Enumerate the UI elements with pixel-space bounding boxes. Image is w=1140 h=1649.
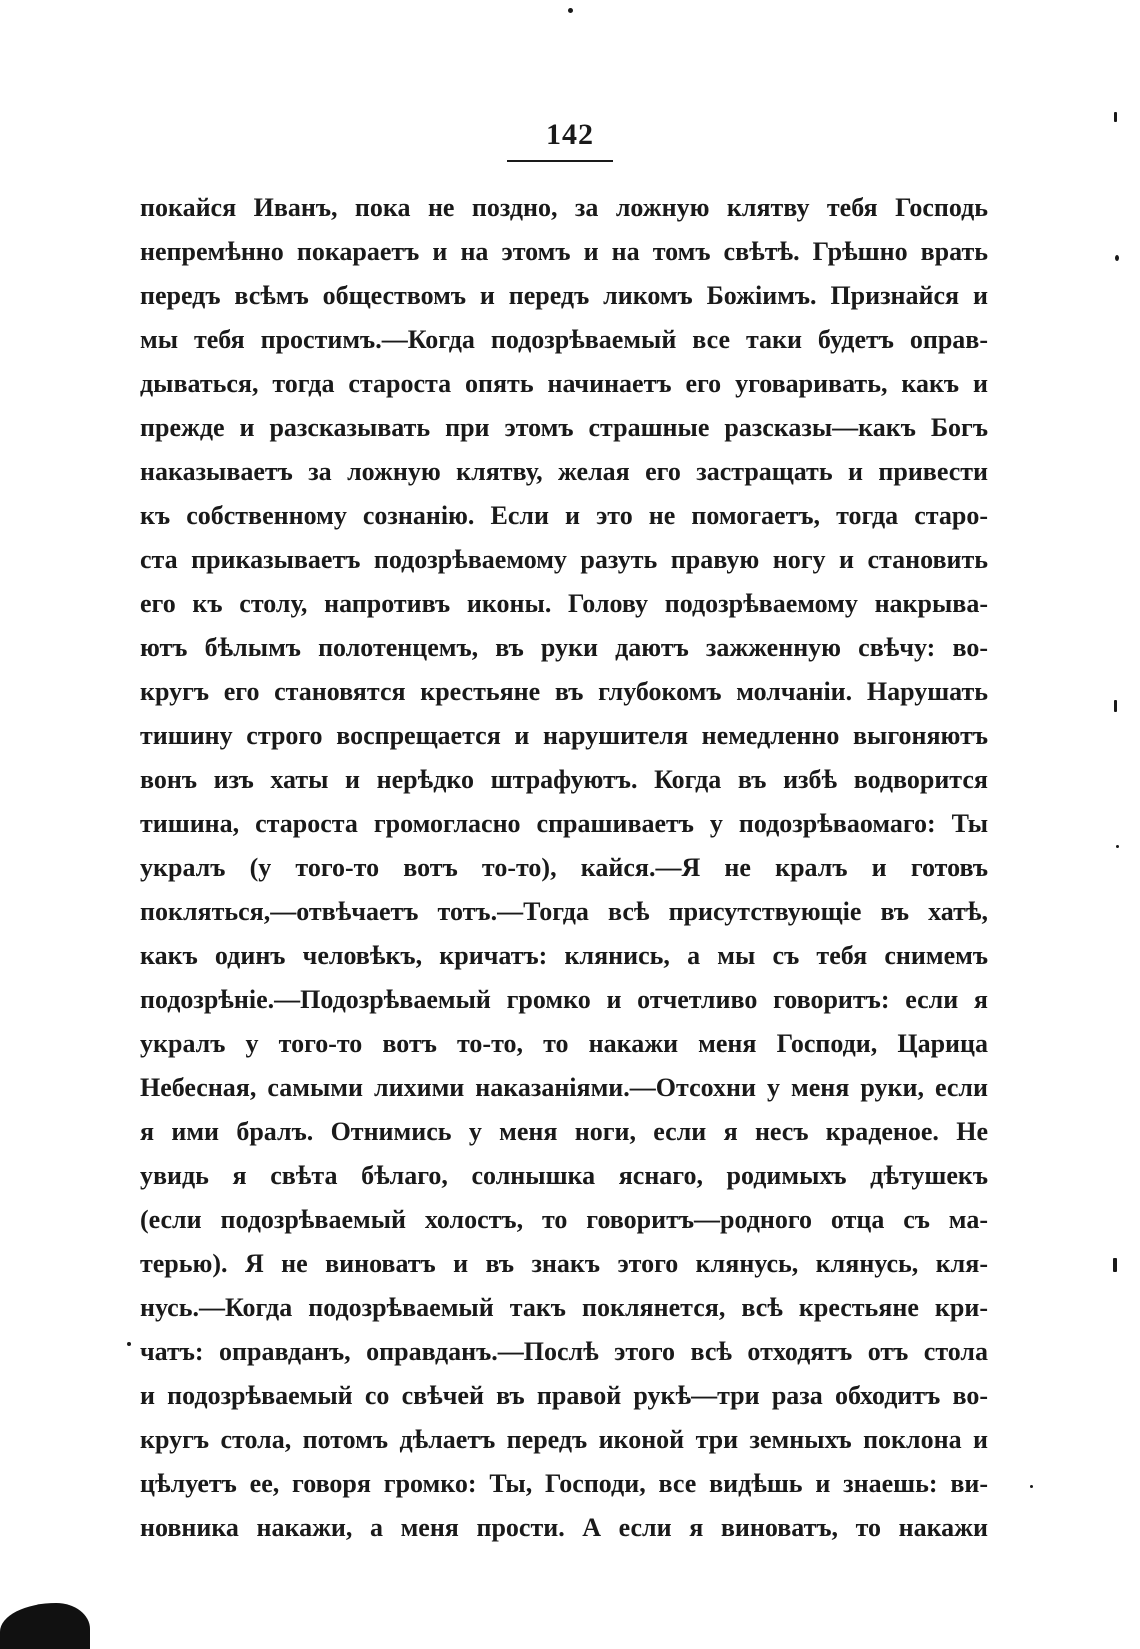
text-line: чатъ: оправданъ, оправданъ.—Послѣ этого всѣ отходятъ отъ стола bbox=[140, 1337, 988, 1366]
text-line: цѣлуетъ ее, говоря громко: Ты, Господи, все видѣшь и знаешь: ви- bbox=[140, 1469, 988, 1498]
scan-corner-blot bbox=[0, 1603, 90, 1649]
text-line: его къ столу, напротивъ иконы. Голову подозрѣваемому накрыва- bbox=[140, 589, 988, 618]
scan-speck bbox=[568, 8, 573, 13]
scan-speck bbox=[1113, 1258, 1117, 1272]
text-line: кругъ его становятся крестьяне въ глубокомъ молчаніи. Нарушать bbox=[140, 677, 988, 706]
page-number: 142 bbox=[546, 118, 594, 151]
body-text bbox=[140, 186, 988, 1550]
text-line: кругъ стола, потомъ дѣлаетъ передъ иконой три земныхъ поклона и bbox=[140, 1425, 988, 1454]
text-line: укралъ у того-то вотъ то-то, то накажи меня Господи, Царица bbox=[140, 1029, 988, 1058]
text-line: увидь я свѣта бѣлаго, солнышка яснаго, родимыхъ дѣтушекъ bbox=[140, 1161, 988, 1190]
text-line: тишина, староста громогласно спрашиваетъ у подозрѣваомаго: Ты bbox=[140, 809, 988, 838]
scan-speck bbox=[1116, 845, 1119, 848]
text-line: какъ одинъ человѣкъ, кричатъ: клянись, а мы съ тебя снимемъ bbox=[140, 941, 988, 970]
scan-speck bbox=[1030, 1485, 1033, 1488]
text-line: непремѣнно покараетъ и на этомъ и на томъ свѣтѣ. Грѣшно врать bbox=[140, 237, 988, 266]
scan-speck bbox=[127, 1342, 131, 1346]
text-line: укралъ (у того-то вотъ то-то), кайся.—Я не кралъ и готовъ bbox=[140, 853, 988, 882]
text-line: тишину строго воспрещается и нарушителя немедленно выгоняютъ bbox=[140, 721, 988, 750]
text-line: подозрѣніе.—Подозрѣваемый громко и отчетливо говоритъ: если я bbox=[140, 985, 988, 1014]
text-line: покляться,—отвѣчаетъ тотъ.—Тогда всѣ присутствующіе въ хатѣ, bbox=[140, 897, 988, 926]
text-line: наказываетъ за ложную клятву, желая его застращать и привести bbox=[140, 457, 988, 486]
scan-speck bbox=[1114, 112, 1117, 122]
text-line: Небесная, самыми лихими наказаніями.—Отсохни у меня руки, если bbox=[140, 1073, 988, 1102]
text-line: ютъ бѣлымъ полотенцемъ, въ руки даютъ зажженную свѣчу: во- bbox=[140, 633, 988, 662]
text-line: я ими бралъ. Отнимись у меня ноги, если я несъ краденое. Не bbox=[140, 1117, 988, 1146]
text-line: нусь.—Когда подозрѣваемый такъ поклянется, всѣ крестьяне кри- bbox=[140, 1293, 988, 1322]
text-line: новника накажи, а меня прости. А если я виноватъ, то накажи bbox=[140, 1513, 988, 1542]
text-line: вонъ изъ хаты и нерѣдко штрафуютъ. Когда въ избѣ водворится bbox=[140, 765, 988, 794]
text-line: и подозрѣваемый со свѣчей въ правой рукѣ—три раза обходитъ во- bbox=[140, 1381, 988, 1410]
text-line: терью). Я не виноватъ и въ знакъ этого клянусь, клянусь, кля- bbox=[140, 1249, 988, 1278]
text-line: (если подозрѣваемый холостъ, то говоритъ—родного отца съ ма- bbox=[140, 1205, 988, 1234]
text-line: передъ всѣмъ обществомъ и передъ ликомъ Божіимъ. Признайся и bbox=[140, 281, 988, 310]
text-line: покайся Иванъ, пока не поздно, за ложную клятву тебя Господь bbox=[140, 193, 988, 222]
scan-speck bbox=[1114, 700, 1117, 712]
scan-speck bbox=[1115, 255, 1119, 261]
text-line: прежде и разсказывать при этомъ страшные разсказы—какъ Богъ bbox=[140, 413, 988, 442]
text-line: дываться, тогда староста опять начинаетъ его уговаривать, какъ и bbox=[140, 369, 988, 398]
text-line: къ собственному сознанію. Если и это не помогаетъ, тогда старо- bbox=[140, 501, 988, 530]
text-line: мы тебя простимъ.—Когда подозрѣваемый все таки будетъ оправ- bbox=[140, 325, 988, 354]
text-line: ста приказываетъ подозрѣваемому разуть правую ногу и становить bbox=[140, 545, 988, 574]
page-number-rule bbox=[507, 160, 613, 162]
